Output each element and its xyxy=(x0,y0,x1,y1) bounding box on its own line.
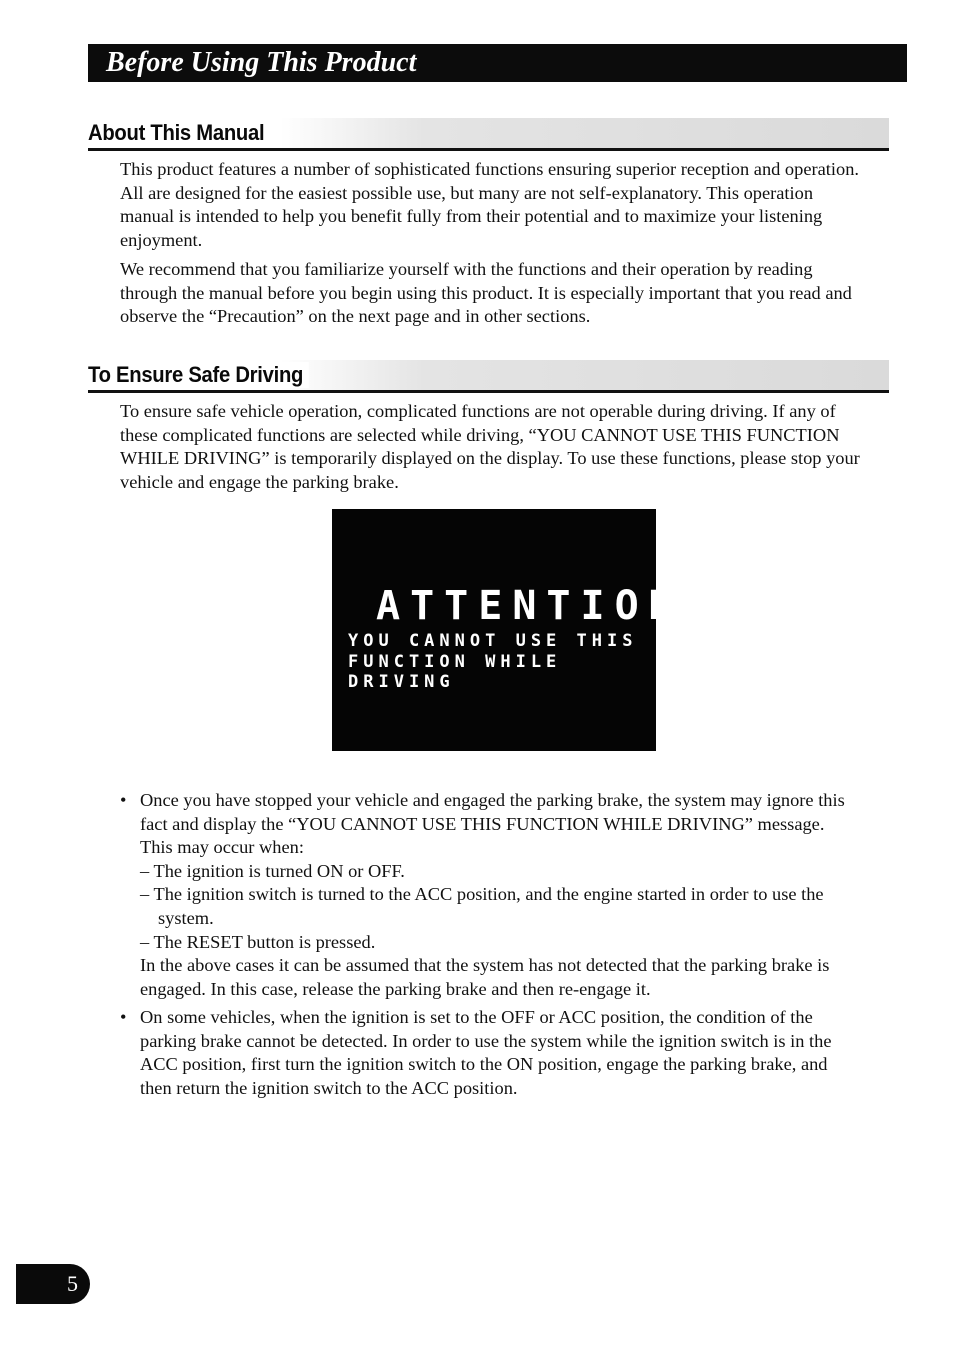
attention-line-2: FUNCTION WHILE DRIVING xyxy=(348,652,562,692)
about-paragraph-2: We recommend that you familiarize yourself with the functions and their operation by reading through the manual before you begin using this product. It is especially important that you read and observe the “Precaution” on the next page and in other sections. xyxy=(120,259,852,327)
chapter-title: Before Using This Product xyxy=(106,47,417,78)
bullet-symbol: • xyxy=(120,1007,127,1027)
attention-title: ATTENTION xyxy=(376,583,683,629)
chapter-title-bar xyxy=(88,44,907,82)
attention-line-1: YOU CANNOT USE THIS xyxy=(348,631,638,651)
section-heading-safe-driving xyxy=(88,360,889,393)
bullet-1-dash-1: – The ignition is turned ON or OFF. xyxy=(140,860,405,881)
bullet-1-dash-3: – The RESET button is pressed. xyxy=(140,931,376,952)
attention-display-screen xyxy=(332,509,683,751)
bullet-1-dash-2: – The ignition switch is turned to the ACC position, and the engine started in order to use the system. xyxy=(140,884,824,928)
page-number: 5 xyxy=(67,1271,78,1296)
about-paragraph-1: This product features a number of sophisticated functions ensuring superior reception and operation. All are designed for the easiest possible use, but many are not self-explanatory. This operation manual is intended to help you benefit fully from their potential and to maximize your listening enjoyment. xyxy=(120,159,859,250)
section-heading-about xyxy=(88,118,889,151)
bullet-symbol: • xyxy=(120,790,127,810)
safe-driving-intro: To ensure safe vehicle operation, complicated functions are not operable during driving. If any of these complicated functions are selected while driving, “YOU CANNOT USE THIS FUNCTION WHILE DRIVING” is temporarily displayed on the display. To use these functions, please stop your vehicle and engage the parking brake. xyxy=(120,401,860,492)
bullet-1-text: Once you have stopped your vehicle and engaged the parking brake, the system may ignore this fact and display the “YOU CANNOT USE THIS FUNCTION WHILE DRIVING” message. This may occur when: xyxy=(140,790,845,858)
page-number-tab xyxy=(16,1264,90,1304)
bullet-item-1 xyxy=(120,789,860,1001)
bullet-2-text: On some vehicles, when the ignition is set to the OFF or ACC position, the condition of the parking brake cannot be detected. In order to use the system while the ignition switch is in the ACC position, first turn the ignition switch to the ON position, engage the parking brake, and then return the ignition switch to the ACC position. xyxy=(140,1007,832,1098)
bullet-item-2 xyxy=(120,1006,860,1100)
safe-driving-heading: To Ensure Safe Driving xyxy=(88,362,309,388)
bullet-1-after: In the above cases it can be assumed that the system has not detected that the parking brake is engaged. In this case, release the parking brake and then re-engage it. xyxy=(140,955,830,999)
about-heading: About This Manual xyxy=(88,120,270,146)
